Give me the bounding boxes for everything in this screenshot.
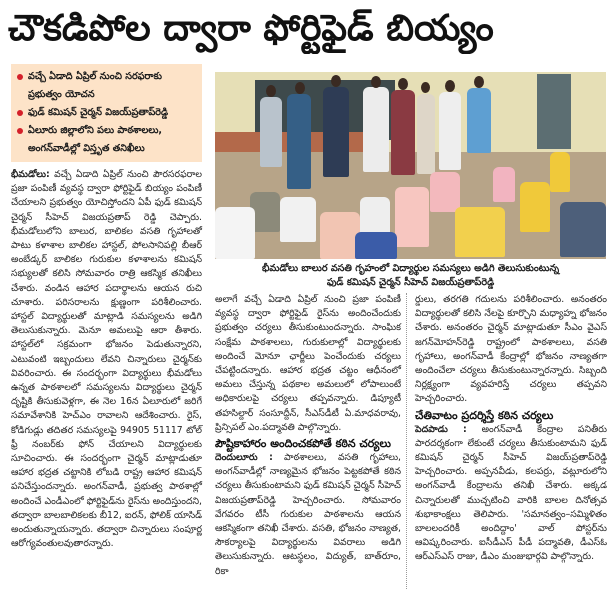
subheading: చేతివాటం ప్రదర్శిస్తే కఠిన చర్యలు [415, 408, 554, 422]
bullet-icon [17, 128, 23, 134]
photo-door [537, 74, 571, 149]
highlight-text: ఏలూరు జిల్లాలోని పలు పాఠశాలలు, అంగన్‌వాడీల్లో విస్తృత తనిఖీలు [28, 125, 163, 154]
highlight-text: వచ్చే ఏడాది ఏప్రిల్ నుంచి సరఫరాకు ప్రభుత్వం యోచన [28, 71, 162, 100]
article-column-1 [11, 168, 202, 551]
caption-line-1: భీమడోలు బాలుర వసతి గృహంలో విద్యార్థుల సమస్యలు అడిగి తెలుసుకుంటున్న [261, 263, 560, 274]
column-divider [406, 293, 407, 589]
caption-line-2: ఫుడ్ కమిషన్ చైర్మన్ సీహెచ్ విజయ్‌ప్రతాప్‌రెడ్డి [326, 277, 495, 288]
highlight-item [17, 122, 198, 158]
body-text: అలాగే వచ్చే ఏడాది ఏప్రిల్ నుంచి ప్రజా పంపిణీ వ్యవస్థ ద్వారా ఫోర్టిఫైడ్ రైస్‌ను అందించేందుకు ప్రభుత్వం చర్యలు తీసుకుంటుందన్నారు. సాంఘిక సంక్షేమ పాఠశాలలు, గురుకులాల్లో విద్యార్థులకు అందించే మోనూ ఛార్జీలు పెంచేందుకు చర్యలు చేపట్టిందన్నారు. ఆహార భద్రత చట్టం ఆధీనంలో అమలు చేస్తున్న పథకాల అమలులో లోపాలుంటే అధికారులపై చర్యలు తప్పవన్నారు. డిప్యూటీ తహసిల్దార్ సంసూద్దీన్, సీఎస్‌డీటీ ఏ.మాధవరావు, ప్రిన్సిపల్ ఎం.పద్మావతి పాల్గొన్నారు. [215, 294, 401, 433]
bullet-icon [17, 74, 23, 80]
bullet-icon [17, 110, 23, 116]
highlights-list [17, 68, 198, 158]
body-text: అంగన్‌వాడీ కేంద్రాల పనితీరు పారదర్శకంగా లేకుంటే చర్యలు తీసుకుంటామని ఫుడ్ కమిషన్ చైర్మన్ సీహెచ్ విజయ్‌ప్రతాప్‌రెడ్డి హెచ్చరించారు. అప్పనవీడు, కలపర్రు, వట్లూరులోని అంగన్‌వాడీ కేంద్రాలను తనిఖీ చేశారు. అక్కడ చిన్నారులతో ముచ్చటించి వారికి బాలల దినోత్సవ శుభాకాంక్షలు తెలిపారు. 'సమానత్వం–సమ్మిళితం బాలలందరికీ అందిద్దాం' వాల్ పోస్టర్‌ను ఆవిష్కరించారు. ఐసీడీఎస్ పీడీ పద్మావతి, డీఎస్ఓ ఆర్ఎస్ఎస్ రాజు, డీఎం మంజుభార్గవి పాల్గొన్నారు. [415, 423, 607, 563]
highlight-item [17, 68, 198, 104]
highlights-box [11, 64, 202, 162]
article-column-2 [215, 293, 401, 579]
highlight-text: ఫుడ్ కమిషన్ చైర్మన్ విజయ్‌ప్రతాప్‌రెడ్డి [28, 107, 169, 118]
dateline: పెదపాడు : [415, 423, 467, 435]
body-text: పాఠశాలలు, వసతి గృహాలు, అంగన్‌వాడీల్లో నాణ్యమైన భోజనం పెట్టకపోతే కఠిన చర్యలు తీసుకుంటామని ఫుడ్ కమిషన్ చైర్మన్ సీహెచ్ విజయప్రతాప్‌రెడ్డి హెచ్చరించారు. సోమవారం వేగవరం టీసీ గురుకుల పాఠశాలను ఆయన ఆకస్మికంగా తనిఖీ చేశారు. వసతి, భోజనం నాణ్యత, సౌకర్యాలపై విద్యార్థులను వివరాలు అడిగి తెలుసుకున్నారు. ఆటస్థలం, విద్యుత్, బాత్‌రూం, రికా [215, 452, 401, 577]
body-text: వచ్చే ఏడాది ఏప్రిల్ నుంచి పౌరసరఫరాల ప్రజా పంపిణీ వ్యవస్థ ద్వారా ఫోర్టిఫైడ్ బియ్యం పంపిణీ చేయాలని ప్రభుత్వం యోచిస్తోందని ఏపీ ఫుడ్ కమిషన్ చైర్మన్ సీహెచ్ విజయప్రతాప్ రెడ్డి చెప్పారు. భీమడోలులోని బాలుర, బాలికల వసతి గృహాలతో పాటు కళాశాల బాలికల హాస్టల్, పోలసానిపల్లి బీఆర్ అంబేడ్కర్ బాలికల గురుకుల కళాశాలను కమిషన్ సభ్యులతో కలిసి సోమవారం రాత్రి ఆకస్మిక తనిఖీలు చేశారు. వండిన ఆహార పదార్థాలను ఆయన రుచి చూశారు. పరిసరాలను క్షుణ్ణంగా పరిశీలించారు. హాస్టల్ విద్యార్థులతో మాట్లాడి సమస్యలను అడిగి తెలుసుకున్నారు. మెనూ అమలుపై ఆరా తీశారు. హాస్టల్‌లో సక్రమంగా భోజనం పెడుతున్నారని, ఎటువంటి ఇబ్బందులు లేవని చిన్నారులు చైర్మన్‌కు వివరించారు. ఈ సందర్భంగా విద్యార్థులు భీమడోలు ఉన్నత పాఠశాలలో సమస్యలను విద్యార్థులు చైర్మన్ దృష్టికి తీసుకువెళ్లగా, ఈ నెల 16న ఏలూరులో జరిగే సమావేశానికి హెచ్ఎం రావాలని ఆదేశించారు. రైస్, కోడిగుడ్లు తదితర సమస్యలపై 94905 51117 టోల్ ఫ్రీ నంబర్‌కు ఫోన్ చేయాలని విద్యార్థులకు సూచించారు. ఈ సందర్భంగా చైర్మన్ మాట్లాడుతూ ఆహార భద్రత చట్టానికి లోబడి రాష్ట్ర ఆహార కమిషన్ పనిచేస్తుందన్నారు. అంగన్‌వాడీ, ప్రభుత్వ పాఠశాల్లో అందించే ఎండీఎంలో ఫోర్టిఫైడ్‌ను రైస్‌ను అందిస్తుందని, తద్వారా బాలబాలికలకు బీ12, ఐరన్, ఫోలిక్ యాసిడ్ అందుతున్నాయన్నారు. తద్వారా చిన్నారులు సంపూర్ణ ఆరోగ్యవంతులవుతారన్నారు. [11, 169, 202, 550]
dateline: భీమడోలు: [11, 169, 50, 180]
photo-caption [215, 262, 606, 290]
highlight-item [17, 104, 198, 122]
headline: చౌకడిపోల ద్వారా ఫోర్టిఫైడ్ బియ్యం [8, 8, 494, 49]
article-column-3 [415, 293, 607, 565]
body-text: ర్డులు, తరగతి గదులను పరిశీలించారు. అనంతరం విద్యార్థులతో కలిసి నేలపై కూర్చొని మధ్యాహ్న భోజనం చేశారు. అనంతరం చైర్మన్ మాట్లాడుతూ సీఎం వైఎస్ జగన్‌మోహన్‌రెడ్డి రాష్ట్రంలో పాఠశాలలు, వసతి గృహాలు, అంగన్‌వాడీ కేంద్రాల్లో భోజనం నాణ్యతగా అందించేలా చర్యలు తీసుకుంటున్నారన్నారు. సిబ్బంది నిర్లక్ష్యంగా వ్యవహరిస్తే చర్యలు తప్పవని హెచ్చరించారు. [415, 294, 607, 405]
news-photo [215, 72, 606, 259]
subheading: పౌష్టికాహారం అందించకపోతే కఠిన చర్యలు [215, 437, 391, 451]
dateline: దెందులూరు : [215, 452, 273, 464]
